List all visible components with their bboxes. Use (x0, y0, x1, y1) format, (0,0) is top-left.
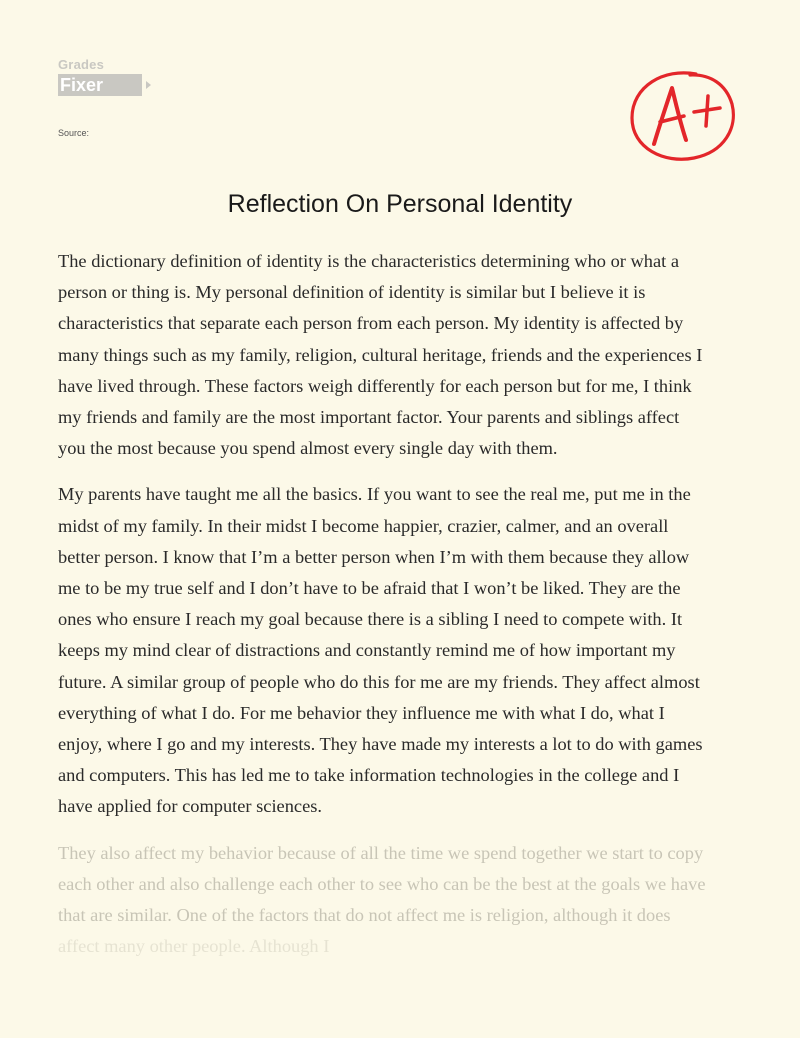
logo-bottom (58, 74, 154, 98)
logo-arrow-icon (146, 81, 151, 89)
paragraph-1 (58, 246, 748, 464)
text-line: They also affect my behavior because of all the time we spend together we start to copy (58, 842, 704, 863)
text-line: person or thing is. My personal definition of identity is similar but I believe it is (58, 282, 646, 303)
essay-body (58, 246, 748, 977)
paragraph-3-faded-preview (58, 838, 748, 963)
logo-top-text: Grades (58, 57, 105, 72)
text-line: My parents have taught me all the basics. If you want to see the real me, put me in the (58, 484, 691, 505)
gradesfixer-logo[interactable] (58, 58, 154, 98)
text-line: ones who ensure I reach my goal because there is a sibling I need to compete with. It (58, 609, 683, 630)
logo-bottom-text: Fixer (58, 74, 142, 96)
text-line: me to be my true self and I don’t have to be afraid that I won’t be liked. They are the (58, 578, 681, 599)
text-line: better person. I know that I’m a better person when I’m with them because they allow (58, 546, 690, 567)
text-line: everything of what I do. For me behavior they influence me with what I do, what I (58, 702, 665, 723)
text-line: The dictionary definition of identity is the characteristics determining who or what a (58, 251, 680, 271)
text-line: affect many other people. Although I (58, 936, 330, 957)
a-plus-grade-stamp-icon (624, 66, 742, 166)
essay-title: Reflection On Personal Identity (227, 190, 573, 218)
text-line: that are similar. One of the factors that do not affect me is religion, although it does (58, 905, 671, 926)
text-line: you the most because you spend almost every single day with them. (58, 438, 558, 459)
text-line: keeps my mind clear of distractions and constantly remind me of how important my (58, 640, 676, 661)
text-line: each other and also challenge each other to see who can be the best at the goals we have (58, 873, 706, 894)
text-line: future. A similar group of people who do this for me are my friends. They affect almost (58, 671, 700, 692)
text-line: midst of my family. In their midst I become happier, crazier, calmer, and an overall (58, 515, 669, 536)
text-line: many things such as my family, religion, cultural heritage, friends and the experiences I (58, 344, 703, 365)
text-line: my friends and family are the most important factor. Your parents and siblings affect (58, 407, 680, 428)
text-line: have applied for computer sciences. (58, 796, 322, 817)
text-line: and computers. This has led me to take information technologies in the college and I (58, 765, 680, 786)
text-line: characteristics that separate each person from each person. My identity is affected by (58, 313, 684, 334)
text-line: enjoy, where I go and my interests. They have made my interests a lot to do with games (58, 734, 703, 755)
paragraph-2 (58, 479, 748, 822)
text-line: have lived through. These factors weigh differently for each person but for me, I think (58, 375, 692, 396)
source-label: Source: (58, 128, 90, 138)
